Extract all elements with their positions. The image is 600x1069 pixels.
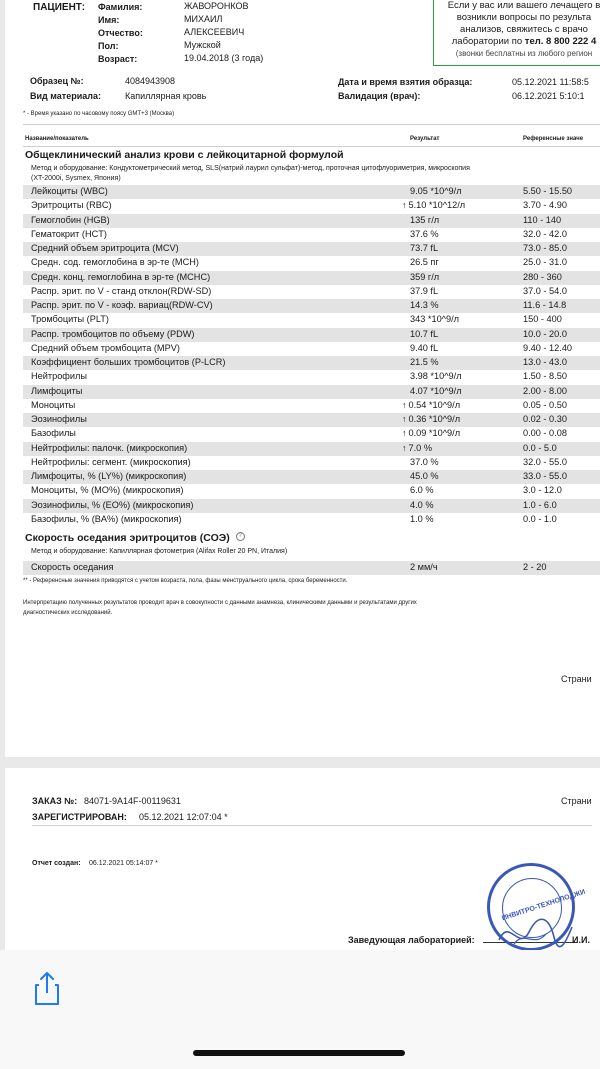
row-reference: 5.50 - 15.50 bbox=[523, 186, 573, 196]
row-result-value: 135 г/л bbox=[410, 214, 440, 225]
row-name: Моноциты bbox=[31, 399, 76, 410]
row-reference: 3.70 - 4.90 bbox=[523, 200, 567, 211]
row-result-value: 0.09 *10^9/л bbox=[408, 428, 461, 439]
table-row bbox=[23, 385, 600, 399]
arrow-up-icon: ↑ bbox=[402, 428, 407, 439]
patient-sex-label: Пол: bbox=[98, 41, 119, 51]
page2-number-label: Страни bbox=[561, 796, 592, 806]
row-result-value: 37.9 fL bbox=[410, 285, 439, 296]
row-result bbox=[410, 186, 462, 196]
row-reference: 0.02 - 0.30 bbox=[523, 414, 567, 424]
info-icon: ? bbox=[236, 532, 245, 541]
validation-label: Валидация (врач): bbox=[338, 91, 421, 101]
row-result-value: 4.0 % bbox=[410, 499, 434, 510]
row-result-value: 9.05 *10^9/л bbox=[410, 186, 462, 196]
row-name: Нейтрофилы: сегмент. (микроскопия) bbox=[31, 456, 191, 467]
row-reference: 110 - 140 bbox=[523, 214, 562, 225]
table-row bbox=[23, 199, 600, 213]
registered-value: 05.12.2021 12:07:04 * bbox=[139, 812, 228, 822]
order-divider bbox=[32, 825, 592, 826]
row-name: Эозинофилы, % (EO%) (микроскопия) bbox=[31, 499, 194, 510]
table-row bbox=[23, 470, 600, 484]
notice-line-2: возникли вопросы по результа bbox=[456, 12, 592, 23]
cbc-method-line-1: Метод и оборудование: Кондуктометрический метод, SLS(натрий лаурил сульфат)-метод, проточная цитофлуориметрия, микроскопия bbox=[31, 165, 470, 172]
row-reference: 0.00 - 0.08 bbox=[523, 428, 567, 439]
row-result bbox=[410, 329, 438, 339]
row-reference: 37.0 - 54.0 bbox=[523, 285, 567, 296]
row-result-value: 21.5 % bbox=[410, 357, 439, 367]
row-reference: 0.0 - 1.0 bbox=[523, 513, 557, 524]
row-reference: 33.0 - 55.0 bbox=[523, 471, 567, 481]
sample-datetime-label: Дата и время взятия образца: bbox=[338, 77, 473, 87]
row-result bbox=[410, 386, 462, 396]
row-reference: 150 - 400 bbox=[523, 314, 562, 325]
bottom-toolbar bbox=[0, 950, 600, 1069]
row-reference: 32.0 - 42.0 bbox=[523, 228, 567, 239]
row-result-value: 1.0 % bbox=[410, 513, 434, 524]
table-row bbox=[23, 185, 600, 199]
row-name: Средний объем эритроцита (MCV) bbox=[31, 243, 179, 253]
table-row bbox=[23, 370, 600, 384]
row-result bbox=[402, 400, 460, 410]
reference-note: ** - Референсные значения приводятся с учетом возраста, пола, фазы менструального цикла, срока беременности. bbox=[23, 578, 348, 584]
row-name: Нейтрофилы: палочк. (микроскопия) bbox=[31, 442, 188, 453]
row-name: Лимфоциты, % (LY%) (микроскопия) bbox=[31, 471, 187, 481]
home-indicator bbox=[193, 1050, 405, 1056]
signature-label: Заведующая лабораторией: bbox=[348, 935, 475, 945]
row-result-value: 6.0 % bbox=[410, 485, 434, 496]
row-reference: 2.00 - 8.00 bbox=[523, 385, 567, 396]
row-result-value: 7.0 % bbox=[408, 442, 432, 453]
esr-row-name: Скорость оседания bbox=[31, 562, 114, 572]
row-reference: 11.6 - 14.8 bbox=[523, 300, 567, 310]
registered-label: ЗАРЕГИСТРИРОВАН: bbox=[32, 812, 127, 822]
header-reference: Референсные значе bbox=[523, 136, 584, 142]
row-result-value: 37.0 % bbox=[410, 456, 439, 467]
timezone-note: * - Время указано по часовому поясу GMT+3 (Москва) bbox=[23, 111, 175, 117]
row-result-value: 3.98 *10^9/л bbox=[410, 371, 462, 382]
signature-name: И.И. bbox=[572, 935, 590, 945]
table-row bbox=[23, 427, 600, 441]
row-result-value: 4.07 *10^9/л bbox=[410, 385, 462, 396]
sample-material-value: Капиллярная кровь bbox=[125, 91, 207, 101]
row-reference: 0.0 - 5.0 bbox=[523, 442, 557, 453]
row-reference: 10.0 - 20.0 bbox=[523, 328, 567, 339]
row-result bbox=[402, 200, 465, 210]
patient-patronymic-value: АЛЕКСЕЕВИЧ bbox=[184, 27, 245, 37]
table-row bbox=[23, 242, 600, 256]
row-result bbox=[402, 414, 460, 424]
row-reference: 280 - 360 bbox=[523, 271, 562, 282]
table-row bbox=[23, 256, 600, 270]
cbc-title: Общеклинический анализ крови с лейкоцитарной формулой bbox=[25, 149, 344, 161]
patient-lastname-value: ЖАВОРОНКОВ bbox=[184, 1, 249, 11]
table-row bbox=[23, 228, 600, 242]
row-result-value: 14.3 % bbox=[410, 300, 439, 310]
notice-line-4 bbox=[434, 36, 600, 47]
row-result-value: 0.54 *10^9/л bbox=[408, 399, 461, 410]
row-result-value: 37.6 % bbox=[410, 228, 439, 239]
patient-patronymic-label: Отчество: bbox=[98, 28, 143, 38]
row-result bbox=[410, 257, 439, 267]
patient-age-label: Возраст: bbox=[98, 54, 138, 64]
report-page-1 bbox=[5, 0, 600, 757]
row-result bbox=[410, 314, 459, 324]
share-icon bbox=[27, 968, 67, 1008]
page-number-label: Страни bbox=[561, 674, 592, 684]
stamp-text: ИНВИТРО-ТЕХНОЛОДЖИ bbox=[501, 888, 587, 923]
notice-line-3: анализов, свяжитесь с врачо bbox=[460, 24, 588, 35]
order-label: ЗАКАЗ №: bbox=[32, 796, 78, 806]
table-row bbox=[23, 484, 600, 498]
table-row bbox=[23, 413, 600, 427]
row-name: Базофилы, % (BA%) (микроскопия) bbox=[31, 513, 182, 524]
row-result bbox=[410, 471, 439, 481]
row-name: Эритроциты (RBC) bbox=[31, 200, 112, 211]
cbc-method-line-2: (XT-2000i, Sysmex, Япония) bbox=[31, 175, 121, 182]
row-result-value: 0.36 *10^9/л bbox=[408, 414, 461, 424]
row-reference: 0.05 - 0.50 bbox=[523, 399, 567, 410]
interpretation-note-1: Интерпретацию полученных результатов проводит врач в совокупности с данными анамнеза, клиническими данными и результатами других bbox=[23, 600, 417, 606]
row-result-value: 26.5 пг bbox=[410, 257, 439, 268]
table-row bbox=[23, 499, 600, 513]
share-button[interactable] bbox=[27, 968, 67, 1008]
divider bbox=[23, 124, 600, 125]
row-name: Лимфоциты bbox=[31, 385, 83, 396]
row-result-value: 73.7 fL bbox=[410, 243, 439, 253]
row-name: Нейтрофилы bbox=[31, 371, 87, 382]
table-row bbox=[23, 513, 600, 527]
row-result bbox=[410, 215, 439, 225]
row-name: Лейкоциты (WBC) bbox=[31, 186, 108, 196]
esr-title-text: Скорость оседания эритроцитов (СОЭ) bbox=[25, 532, 230, 544]
header-result: Результат bbox=[410, 136, 440, 142]
row-result bbox=[402, 443, 432, 453]
row-reference: 73.0 - 85.0 bbox=[523, 243, 567, 253]
order-value: 84071-9A14F-00119631 bbox=[84, 796, 181, 806]
row-result-value: 5.10 *10^12/л bbox=[408, 200, 466, 211]
table-row bbox=[23, 342, 600, 356]
row-result bbox=[410, 500, 434, 510]
header-divider bbox=[23, 146, 600, 147]
patient-firstname-label: Имя: bbox=[98, 15, 120, 25]
row-reference: 1.50 - 8.50 bbox=[523, 371, 567, 382]
row-result bbox=[410, 229, 439, 239]
table-row bbox=[23, 214, 600, 228]
sample-material-label: Вид материала: bbox=[30, 91, 101, 101]
row-result bbox=[410, 300, 439, 310]
row-result-value: 343 *10^9/л bbox=[410, 314, 460, 325]
sample-number-value: 4084943908 bbox=[125, 76, 176, 86]
row-reference: 13.0 - 43.0 bbox=[523, 357, 567, 367]
row-result-value: 10.7 fL bbox=[410, 328, 439, 339]
row-result-value: 9.40 fL bbox=[410, 342, 439, 353]
row-name: Моноциты, % (MO%) (микроскопия) bbox=[31, 485, 184, 496]
row-result bbox=[410, 371, 462, 381]
row-reference: 25.0 - 31.0 bbox=[523, 257, 567, 268]
table-row bbox=[23, 271, 600, 285]
table-row bbox=[23, 456, 600, 470]
esr-method: Метод и оборудование: Капиллярная фотометрия (Alifax Roller 20 PN, Италия) bbox=[31, 548, 288, 555]
row-result bbox=[410, 457, 439, 467]
arrow-up-icon: ↑ bbox=[402, 442, 407, 453]
esr-title bbox=[25, 532, 245, 544]
esr-row-reference: 2 - 20 bbox=[523, 562, 547, 572]
row-name: Распр. эрит. по V - коэф. вариац(RDW-CV) bbox=[31, 300, 213, 310]
report-created-label: Отчет создан: bbox=[32, 860, 81, 867]
notice-line-5: (звонки бесплатны из любого регион bbox=[455, 49, 593, 58]
row-name: Средн. конц. гемоглобина в эр-те (MCHC) bbox=[31, 271, 211, 282]
sample-number-label: Образец №: bbox=[30, 76, 84, 86]
row-result bbox=[402, 428, 460, 438]
patient-sex-value: Мужской bbox=[184, 40, 221, 50]
row-result bbox=[410, 485, 434, 495]
row-name: Гемоглобин (HGB) bbox=[31, 214, 110, 225]
notice-line-4-prefix: лаборатории по bbox=[451, 36, 525, 47]
notice-phone: тел. 8 800 222 4 bbox=[524, 36, 597, 47]
arrow-up-icon: ↑ bbox=[402, 200, 407, 211]
patient-lastname-label: Фамилия: bbox=[98, 2, 143, 12]
table-row bbox=[23, 313, 600, 327]
row-name: Тромбоциты (PLT) bbox=[31, 314, 109, 325]
patient-firstname-value: МИХАИЛ bbox=[184, 14, 223, 24]
validation-value: 06.12.2021 5:10:1 bbox=[512, 91, 585, 101]
row-result bbox=[410, 272, 439, 282]
signature-scribble bbox=[494, 912, 574, 952]
patient-age-value: 19.04.2018 (3 года) bbox=[184, 53, 264, 63]
row-result bbox=[410, 243, 438, 253]
interpretation-note-2: диагностических исследований. bbox=[23, 610, 113, 616]
table-row bbox=[23, 399, 600, 413]
table-row bbox=[23, 328, 600, 342]
esr-row-result: 2 мм/ч bbox=[410, 562, 438, 572]
sample-datetime-value: 05.12.2021 11:58:5 bbox=[512, 77, 589, 87]
table-row bbox=[23, 442, 600, 456]
row-result bbox=[410, 343, 438, 353]
report-created-value: 06.12.2021 05:14:07 * bbox=[89, 860, 158, 867]
row-reference: 9.40 - 12.40 bbox=[523, 342, 573, 353]
table-row bbox=[23, 356, 600, 370]
row-name: Средний объем тромбоцита (MPV) bbox=[31, 342, 180, 353]
arrow-up-icon: ↑ bbox=[402, 414, 407, 424]
row-result-value: 359 г/л bbox=[410, 271, 440, 282]
row-reference: 32.0 - 55.0 bbox=[523, 456, 567, 467]
table-row bbox=[23, 285, 600, 299]
row-name: Распр. эрит. по V - станд отклон(RDW-SD) bbox=[31, 285, 212, 296]
row-name: Базофилы bbox=[31, 428, 76, 439]
row-name: Средн. сод. гемоглобина в эр-те (MCH) bbox=[31, 257, 199, 268]
row-reference: 3.0 - 12.0 bbox=[523, 485, 562, 496]
row-result bbox=[410, 357, 439, 367]
patient-title: ПАЦИЕНТ: bbox=[33, 2, 86, 13]
header-name: Название/показатель bbox=[25, 136, 89, 142]
notice-line-1: Если у вас или вашего лечащего в bbox=[447, 0, 600, 11]
row-name: Распр. тромбоцитов по объему (PDW) bbox=[31, 328, 195, 339]
row-result bbox=[410, 286, 438, 296]
row-name: Гематокрит (HCT) bbox=[31, 228, 107, 239]
row-result-value: 45.0 % bbox=[410, 471, 439, 481]
table-row bbox=[23, 299, 600, 313]
esr-row bbox=[23, 561, 600, 575]
arrow-up-icon: ↑ bbox=[402, 399, 407, 410]
contact-notice-box bbox=[433, 0, 600, 66]
row-result bbox=[410, 514, 434, 524]
row-name: Эозинофилы bbox=[31, 414, 87, 424]
row-name: Коэффициент больших тромбоцитов (P-LCR) bbox=[31, 357, 226, 367]
row-reference: 1.0 - 6.0 bbox=[523, 499, 557, 510]
